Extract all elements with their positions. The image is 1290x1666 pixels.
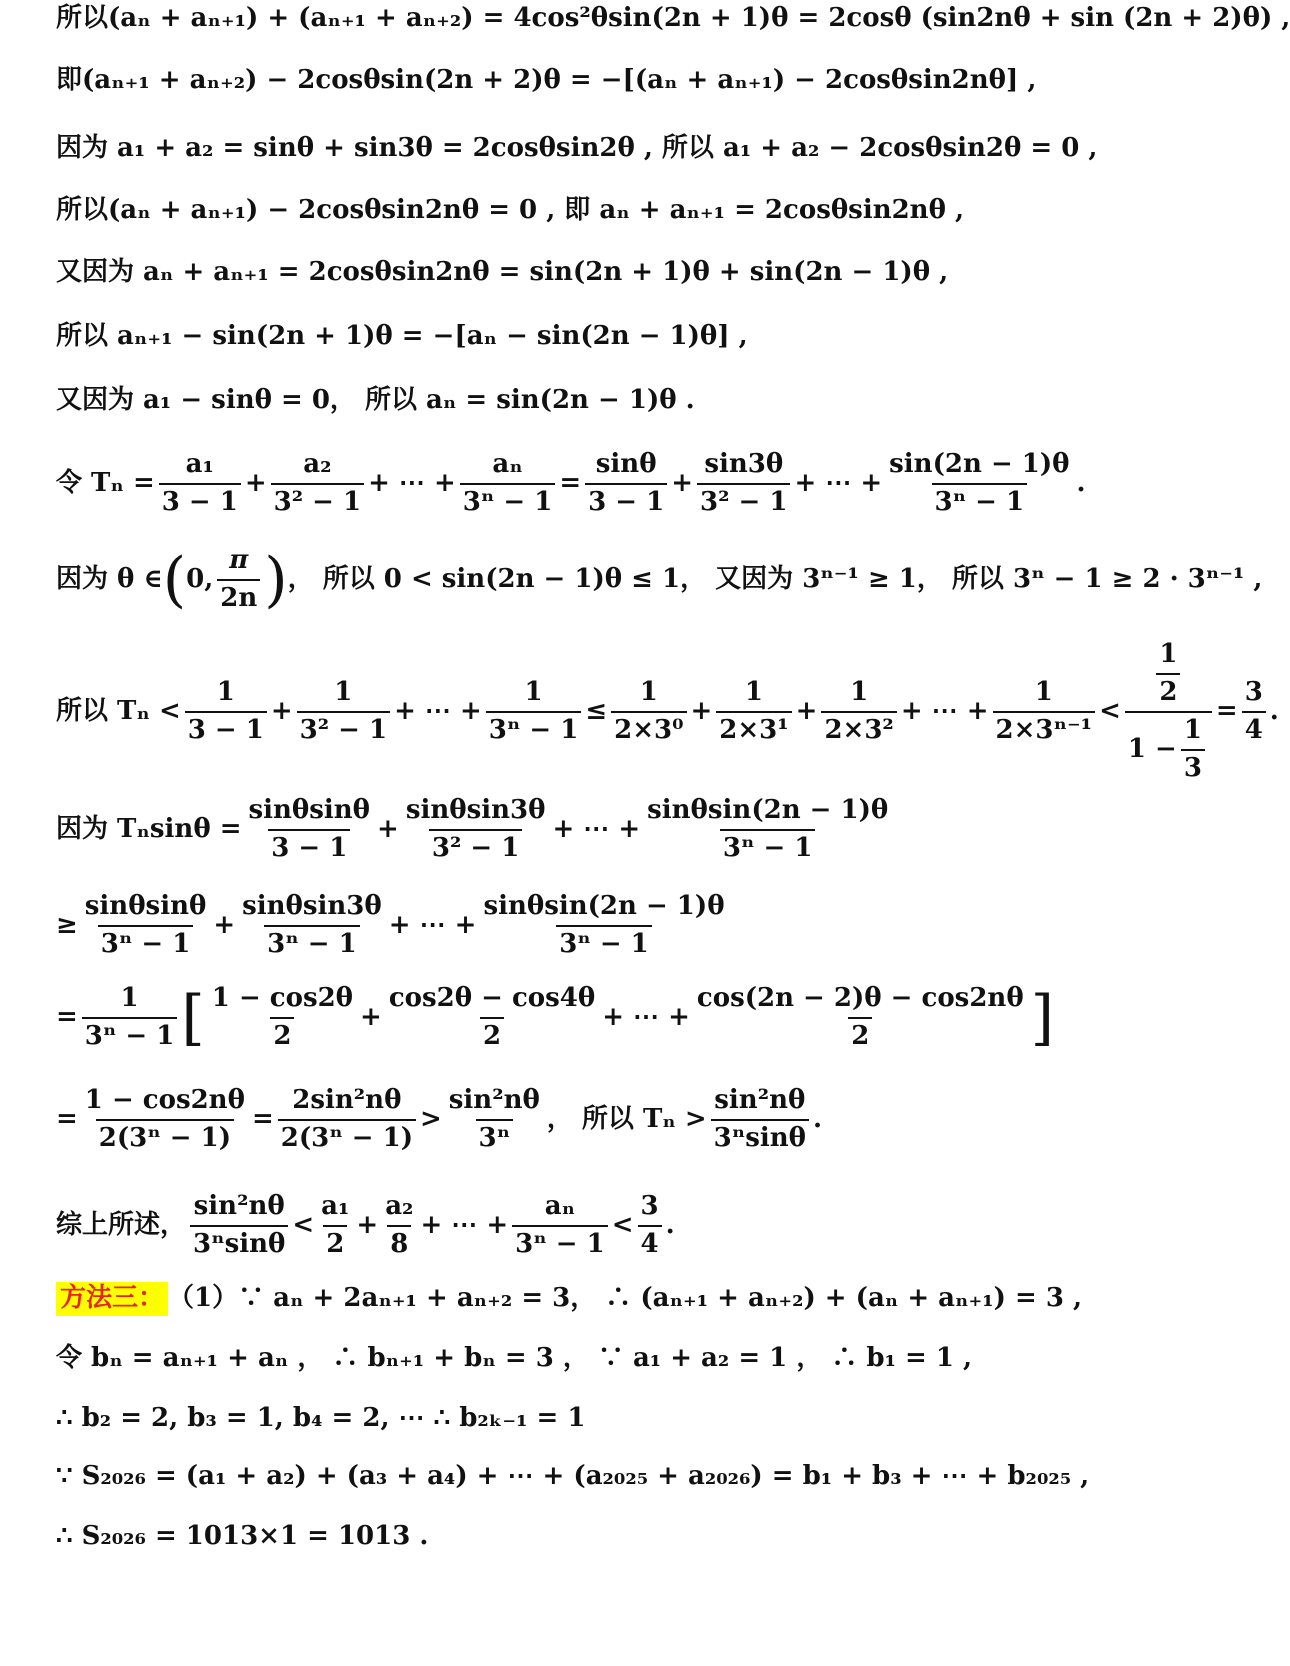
eq-line-ge: ≥ $\frac{\sin\theta\sin\theta}{\text{3ⁿ − 1}}$ + $\frac{\sin\theta\sin 3\theta}{\text{3ⁿ − 1}}$ + ⋯ + $\frac{\sin\theta\sin(2n - 1)\theta}{\text{3ⁿ − 1}}$ xyxy=(56,892,1066,960)
eq-line-5: 又因为 aₙ + aₙ₊₁ = 2cosθsin2nθ = sin(2n + 1)θ + sin(2n − 1)θ , xyxy=(56,257,949,287)
frac-sinn: $\frac{\sin(2n - 1)\theta}{\text{3ⁿ − 1}}$ xyxy=(889,449,1070,517)
frac-u1: $\frac{\text{sin²nθ}}{\text{3ⁿsinθ}}$ xyxy=(190,1192,288,1260)
method-three-line: 方法三： （1）∵ aₙ + 2aₙ₊₁ + aₙ₊₂ = 3， ∴ (aₙ₊₁ + aₙ₊₂) + (aₙ + aₙ₊₁) = 3 , xyxy=(56,1282,1066,1316)
frac-u3: $\frac{\text{a₂}}{8}$ xyxy=(385,1191,414,1259)
tn-lead: 令 Tₙ = xyxy=(56,467,155,498)
eq-line-tnsin: 因为 Tₙsinθ = $\frac{\sin\theta\sin\theta}{3 - 1}$ + $\frac{\sin\theta\sin 3\theta}{\text{3² − 1}}$ + ⋯ + $\frac{\sin\theta\sin(2n - 1)\theta}{\text{3ⁿ − 1}}$ xyxy=(56,796,1066,864)
close-paren: ) xyxy=(264,544,288,615)
eq-line-3: 因为 a₁ + a₂ = sinθ + sin3θ = 2cosθsin2θ , 所以 a₁ + a₂ − 2cosθsin2θ = 0 , xyxy=(56,133,1098,163)
eq-line-bn-values: ∴ b₂ = 2, b₃ = 1, b₄ = 2, ⋯ ∴ b₂ₖ₋₁ = 1 xyxy=(56,1403,586,1433)
frac-s4: $\frac{\text{sin²nθ}}{\text{3ⁿsinθ}}$ xyxy=(711,1086,809,1154)
frac-pi-2n: $\frac{\pi}{2n}$ xyxy=(217,546,260,614)
frac-q2: $\frac{\sin\theta\sin 3\theta}{\text{3ⁿ − 1}}$ xyxy=(242,891,382,959)
frac-h3: $\frac{1}{\text{3ⁿ − 1}}$ xyxy=(486,678,582,746)
frac-u4: $\frac{\text{aₙ}}{\text{3ⁿ − 1}}$ xyxy=(512,1192,608,1260)
frac-a1: $\frac{\text{a₁}}{3 - 1}$ xyxy=(159,450,241,518)
open-paren: ( xyxy=(162,544,187,615)
eq-line-tn-def: 令 Tₙ = $\frac{\text{a₁}}{3 - 1}$ + $\frac{\text{a₂}}{\text{3² − 1}}$ + ⋯ + $\frac{\text{aₙ}}{\text{3ⁿ − 1}}$ = $\frac{\sin\theta}{3 - 1}$ + $\frac{\sin 3\theta}{\text{3² − 1}}$ + ⋯ + $\frac{\sin(2n - 1)\theta}{\text{3ⁿ − 1}}$ . xyxy=(56,449,1086,517)
frac-p2: $\frac{\sin\theta\sin 3\theta}{\text{3² − 1}}$ xyxy=(405,795,546,863)
eq-line-6: 所以 aₙ₊₁ − sin(2n + 1)θ = −[aₙ − sin(2n − 1)θ] , xyxy=(56,321,748,351)
frac-s2: $\frac{\text{2sin²nθ}}{\text{2(3ⁿ − 1)}}$ xyxy=(278,1086,416,1154)
frac-r3: $\frac{\cos(2n - 2)\theta - \cos 2n\theta}{2}$ xyxy=(696,983,1024,1051)
frac-sin1: $\frac{\sin\theta}{3 - 1}$ xyxy=(585,450,667,518)
frac-p3: $\frac{\sin\theta\sin(2n - 1)\theta}{\text{3ⁿ − 1}}$ xyxy=(647,795,889,863)
eq-line-theta-range: 因为 θ ∈ ( 0, $\frac{\pi}{2n}$ ) ， 所以 0 < sin(2n − 1)θ ≤ 1， 又因为 3ⁿ⁻¹ ≥ 1， 所以 3ⁿ − 1 ≥ 2 · 3ⁿ⁻¹ , xyxy=(56,544,1263,615)
eq-line-bound: 所以 Tₙ < $\frac{1}{3 - 1}$ + $\frac{1}{\text{3² − 1}}$ + ⋯ + $\frac{1}{\text{3ⁿ − 1}}$ ≤ $\frac{1}{\text{2×3⁰}}$ + $\frac{1}{\text{2×3¹}}$ + $\frac{1}{\text{2×3²}}$ + ⋯ + $\frac{1}{\text{2×3ⁿ⁻¹}}$ < $\frac{1}{2}$ 1 − $\frac{1}{3}$ = $\frac{3}{4}$ . xyxy=(56,639,1279,783)
frac-an: $\frac{\text{aₙ}}{\text{3ⁿ − 1}}$ xyxy=(460,450,556,518)
frac-sin3: $\frac{\sin 3\theta}{\text{3² − 1}}$ xyxy=(697,450,790,518)
eq-line-bn-def: 令 bₙ = aₙ₊₁ + aₙ ， ∴ bₙ₊₁ + bₙ = 3 ， ∵ a₁ + a₂ = 1 ， ∴ b₁ = 1 , xyxy=(56,1343,973,1373)
frac-h1: $\frac{1}{3 - 1}$ xyxy=(185,678,267,746)
complex-fraction: $\frac{1}{2}$ 1 − $\frac{1}{3}$ xyxy=(1125,640,1212,784)
eq-line-bracket: = $\frac{1}{\text{3ⁿ − 1}}$ [ $\frac{1 - \cos 2\theta}{2}$ + $\frac{\cos 2\theta - \cos 4\theta}{2}$ + ⋯ + $\frac{\cos(2n - 2)\theta - \cos 2n\theta}{2}$ ] xyxy=(56,982,1055,1053)
frac-r1: $\frac{1 - \cos 2\theta}{2}$ xyxy=(211,983,354,1051)
eq-line-summary: 综上所述， $\frac{\text{sin²nθ}}{\text{3ⁿsinθ}}$ < $\frac{\text{a₁}}{2}$ + $\frac{\text{a₂}}{8}$ + ⋯ + $\frac{\text{aₙ}}{\text{3ⁿ − 1}}$ < $\frac{3}{4}$ . xyxy=(56,1191,675,1259)
frac-k1: $\frac{1}{\text{2×3⁰}}$ xyxy=(611,678,686,746)
frac-q3: $\frac{\sin\theta\sin(2n - 1)\theta}{\text{3ⁿ − 1}}$ xyxy=(483,891,725,959)
frac-s1: $\frac{1 - \cos 2n\theta}{\text{2(3ⁿ − 1)}}$ xyxy=(84,1085,245,1153)
frac-r2: $\frac{\cos 2\theta - \cos 4\theta}{2}$ xyxy=(388,983,596,1051)
frac-u2: $\frac{\text{a₁}}{2}$ xyxy=(321,1191,350,1259)
frac-a2: $\frac{\text{a₂}}{\text{3² − 1}}$ xyxy=(271,450,364,518)
eq-line-7: 又因为 a₁ − sinθ = 0， 所以 aₙ = sin(2n − 1)θ . xyxy=(56,385,695,415)
frac-h2: $\frac{1}{\text{3² − 1}}$ xyxy=(297,678,390,746)
frac-q1: $\frac{\sin\theta\sin\theta}{\text{3ⁿ − 1}}$ xyxy=(84,891,207,959)
theta-lead: 因为 θ ∈ xyxy=(56,563,163,594)
frac-three-quarters: $\frac{3}{4}$ xyxy=(1242,678,1266,746)
eq-line-4: 所以(aₙ + aₙ₊₁) − 2cosθsin2nθ = 0 , 即 aₙ + aₙ₊₁ = 2cosθsin2nθ , xyxy=(56,195,965,225)
left-bracket: [ xyxy=(181,982,205,1053)
method-three-label: 方法三： xyxy=(56,1282,168,1316)
frac-k3: $\frac{1}{\text{2×3²}}$ xyxy=(821,678,896,746)
frac-p1: $\frac{\sin\theta\sin\theta}{3 - 1}$ xyxy=(248,795,371,863)
frac-half: $\frac{1}{2}$ xyxy=(1156,640,1180,708)
frac-third: $\frac{1}{3}$ xyxy=(1181,716,1205,784)
eq-line-s2026: ∵ S₂₀₂₆ = (a₁ + a₂) + (a₃ + a₄) + ⋯ + (a₂₀₂₅ + a₂₀₂₆) = b₁ + b₃ + ⋯ + b₂₀₂₅ , xyxy=(56,1461,1090,1491)
eq-line-final: = $\frac{1 - \cos 2n\theta}{\text{2(3ⁿ − 1)}}$ = $\frac{\text{2sin²nθ}}{\text{2(3ⁿ − 1)}}$ > $\frac{\text{sin²nθ}}{\text{3ⁿ}}$ ， 所以 Tₙ > $\frac{\text{sin²nθ}}{\text{3ⁿsinθ}}$ . xyxy=(56,1085,823,1153)
frac-k4: $\frac{1}{\text{2×3ⁿ⁻¹}}$ xyxy=(993,678,1096,746)
eq-line-answer: ∴ S₂₀₂₆ = 1013×1 = 1013 . xyxy=(56,1521,429,1551)
right-bracket: ] xyxy=(1030,982,1055,1053)
frac-outer: $\frac{1}{\text{3ⁿ − 1}}$ xyxy=(82,984,178,1052)
eq-line-2: 即(aₙ₊₁ + aₙ₊₂) − 2cosθsin(2n + 2)θ = −[(aₙ + aₙ₊₁) − 2cosθsin2nθ] , xyxy=(56,65,1037,95)
frac-u5: $\frac{3}{4}$ xyxy=(638,1192,662,1260)
frac-k2: $\frac{1}{\text{2×3¹}}$ xyxy=(716,678,791,746)
eq-line-1: 所以(aₙ + aₙ₊₁) + (aₙ₊₁ + aₙ₊₂) = 4cos²θsin(2n + 1)θ = 2cosθ (sin2nθ + sin (2n + 2)θ) , xyxy=(56,3,1290,33)
frac-s3: $\frac{\text{sin²nθ}}{\text{3ⁿ}}$ xyxy=(448,1085,540,1153)
